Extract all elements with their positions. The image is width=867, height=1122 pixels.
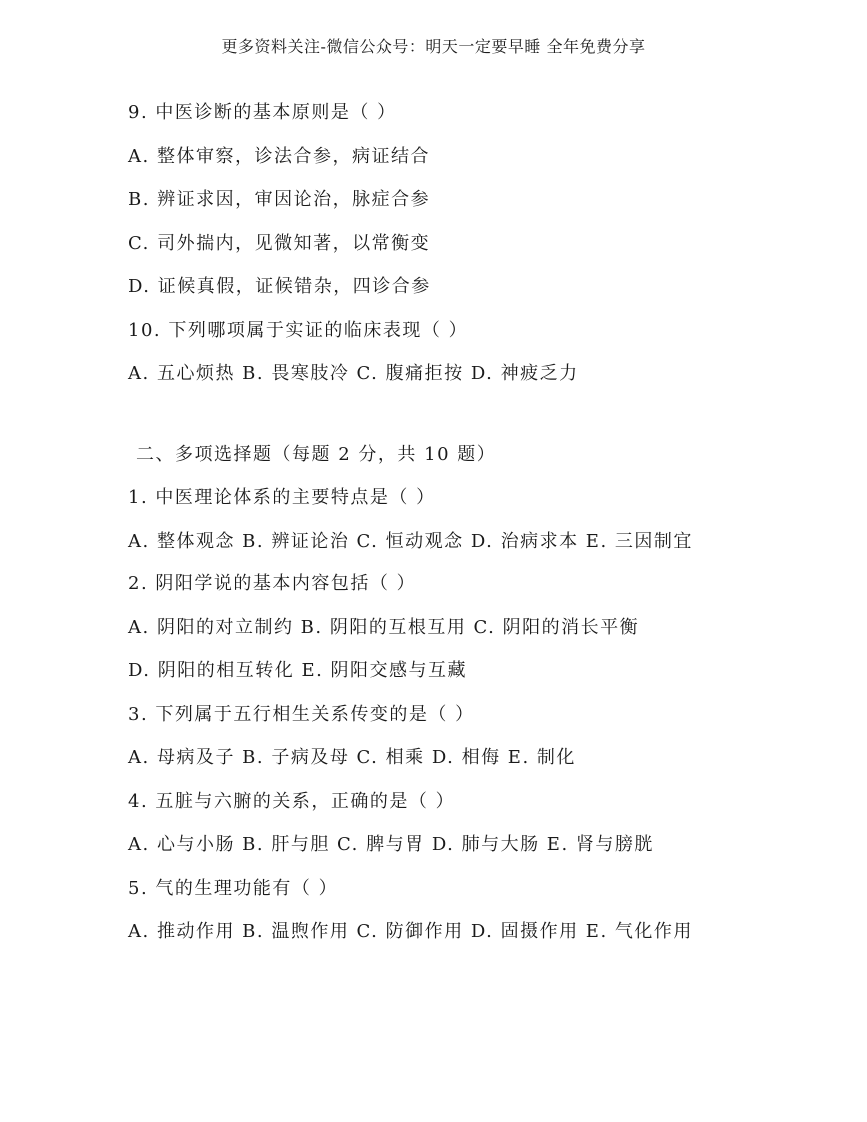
mq-4: 4. 五脏与六腑的关系，正确的是（ ） — [128, 790, 456, 812]
q10-options: A. 五心烦热 B. 畏寒肢冷 C. 腹痛拒按 D. 神疲乏力 — [128, 363, 579, 384]
mq-4-options: A. 心与小肠 B. 肝与胆 C. 脾与胃 D. 肺与大肠 E. 肾与膀胱 — [128, 834, 654, 855]
document-body — [128, 98, 738, 960]
mq-5-options: A. 推动作用 B. 温煦作用 C. 防御作用 D. 固摄作用 E. 气化作用 — [128, 921, 693, 942]
section-gap — [128, 403, 738, 440]
q9-option-b: B. 辨证求因，审因论治，脉症合参 — [128, 189, 431, 210]
question-10: 10. 下列哪项属于实证的临床表现（ ） — [128, 319, 469, 341]
page-header: 更多资料关注-微信公众号：明天一定要早睡 全年免费分享 — [221, 37, 646, 56]
mq-5: 5. 气的生理功能有（ ） — [128, 877, 339, 899]
q9-option-d: D. 证候真假，证候错杂，四诊合参 — [128, 276, 431, 297]
mq-2-options-2: D. 阴阳的相互转化 E. 阴阳交感与互藏 — [128, 660, 468, 681]
q9-option-a: A. 整体审察，诊法合参，病证结合 — [128, 145, 430, 167]
mq-2: 2. 阴阳学说的基本内容包括（ ） — [128, 573, 417, 594]
section-title: 二、多项选择题（每题 2 分，共 10 题） — [136, 443, 497, 465]
mq-3-options: A. 母病及子 B. 子病及母 C. 相乘 D. 相侮 E. 制化 — [128, 747, 576, 768]
mq-1-options: A. 整体观念 B. 辨证论治 C. 恒动观念 D. 治病求本 E. 三因制宜 — [128, 530, 693, 552]
q9-option-c: C. 司外揣内，见微知著，以常衡变 — [128, 232, 431, 254]
mq-2-options-1: A. 阴阳的对立制约 B. 阴阳的互根互用 C. 阴阳的消长平衡 — [128, 616, 640, 638]
question-9: 9. 中医诊断的基本原则是（ ） — [128, 102, 397, 123]
mq-1: 1. 中医理论体系的主要特点是（ ） — [128, 487, 436, 508]
mq-3: 3. 下列属于五行相生关系传变的是（ ） — [128, 703, 475, 725]
